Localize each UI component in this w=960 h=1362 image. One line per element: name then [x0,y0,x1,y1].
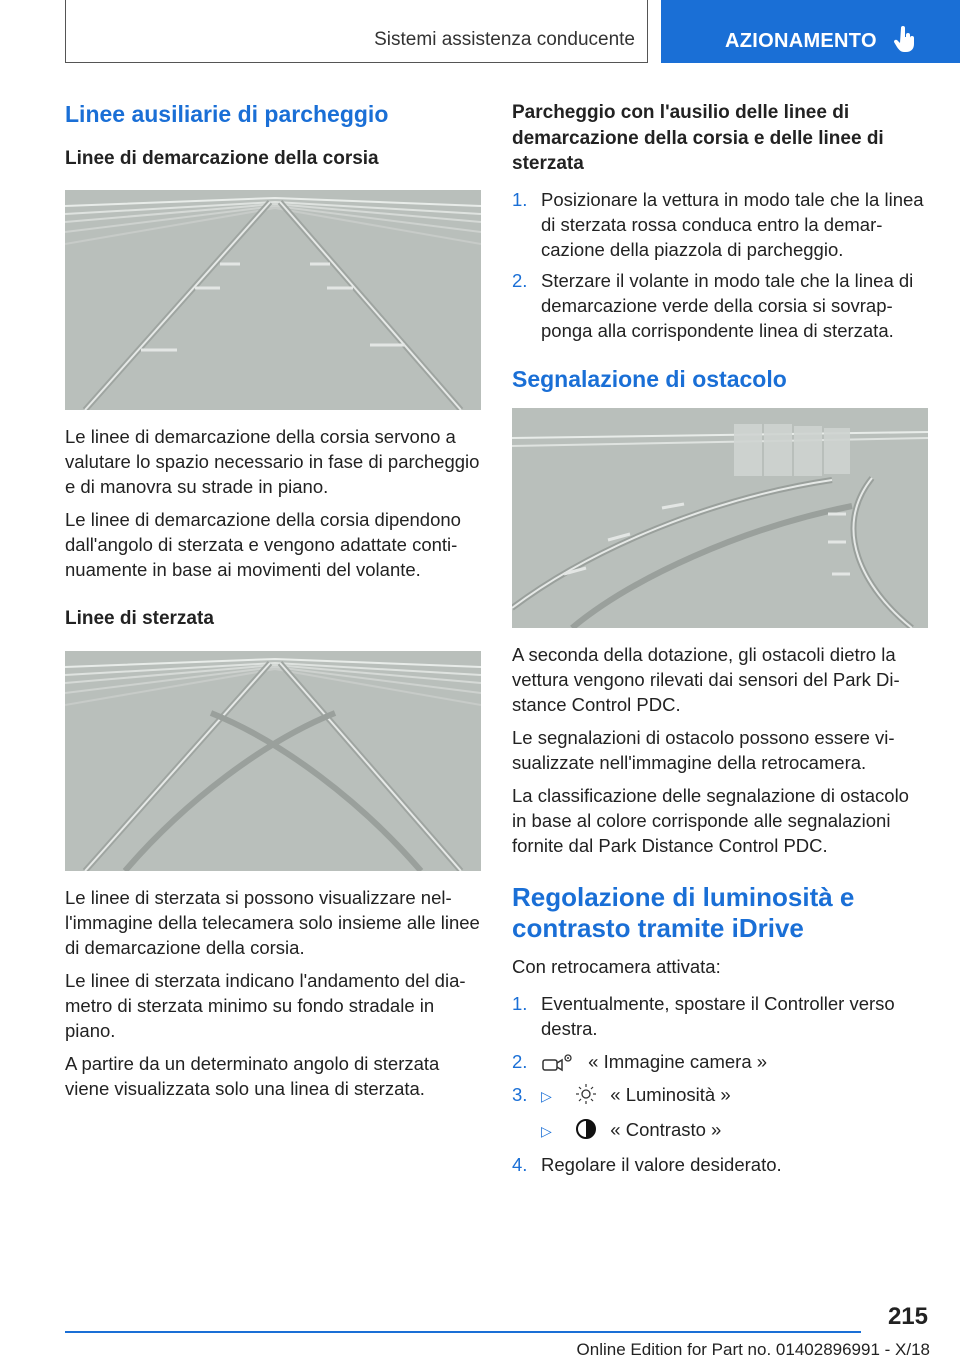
list-item [512,1117,928,1144]
steps-brightness [512,991,928,1177]
step-text: Eventualmente, spostare il Controller verso destra. [541,993,895,1040]
section-title-brightness-contrast: Regolazione di luminosità e contrasto tramite iDrive [512,881,855,943]
step-text: « Contrasto » [610,1119,722,1141]
step-number: 2. [512,1051,528,1073]
list-item [512,1152,928,1177]
bullet-arrow-icon: ▷ [541,1088,552,1105]
list-item [512,991,928,1041]
paragraph-camera-active: Con retrocamera attivata: [512,956,721,978]
figure-obstacle-markers [512,408,928,628]
list-item [512,1049,928,1074]
paragraph-obstacle-color: La classificazione delle segnalazione di ostacolo in base al colore corrisponde alle segnalazioni fornite dal Park Distance Control PDC. [512,784,909,856]
header-chapter-tab[interactable] [661,0,960,63]
step-text: Posizionare la vettura in modo tale che la linea di sterzata rossa conduca entro la demarcazione della piazzola di parcheggio. [541,188,924,260]
header-section-box [65,0,648,63]
right-column [512,100,928,1177]
subheading-steering-lines: Linee di sterzata [65,608,214,630]
paragraph-obstacle-display: Le segnalazioni di ostacolo possono essere visualizzate nell'immagine della retrocamera. [512,726,895,773]
footer-divider [65,1331,861,1333]
paragraph-lane-lines-steering: Le linee di demarcazione della corsia dipendono dall'angolo di sterzata e vengono adattate continuamente in base ai movimenti del volante. [65,509,461,581]
footer-edition: Online Edition for Part no. 01402896991 - X/18 [576,1340,930,1359]
step-number: 1. [512,188,528,210]
paragraph-steering-lines-display: Le linee di sterzata si possono visualizzare nell'immagine della telecamera solo insieme alle linee di demarcazione della corsia. [65,887,480,959]
paragraph-obstacle-sensors: A seconda della dotazione, gli ostacoli dietro la vettura vengono rilevati dai sensori del Park Distance Control PDC. [512,643,900,715]
list-item [512,268,928,343]
step-number: 3. [512,1084,528,1106]
step-number: 4. [512,1154,528,1176]
header-chapter-title: AZIONAMENTO [725,30,877,52]
step-text: Sterzare il volante in modo tale che la linea di demarcazione verde della corsia si sovrapponga alla corrispondente linea di sterzata. [541,269,914,341]
left-column [65,100,481,1101]
subheading-lane-lines: Linee di demarcazione della corsia [65,147,379,169]
figure-steering-lines [65,651,481,871]
contrast-icon [575,1118,597,1140]
list-item [512,1082,928,1109]
list-item [512,187,928,262]
brightness-icon [575,1083,597,1105]
step-number: 2. [512,269,528,291]
paragraph-steering-lines-angle: A partire da un determinato angolo di sterzata viene visualizzata solo una linea di sterzata. [65,1053,440,1100]
step-number: 1. [512,993,528,1015]
paragraph-lane-lines-purpose: Le linee di demarcazione della corsia servono a valutare lo spazio necessario in fase di parcheggio e di manovra su strade in piano. [65,426,480,498]
section-title-obstacle: Segnalazione di ostacolo [512,365,787,392]
page-number: 215 [887,1303,928,1330]
paragraph-steering-lines-diameter: Le linee di sterzata indicano l'andamento del diametro di sterzata minimo su fondo stradale in piano. [65,970,466,1042]
bullet-arrow-icon: ▷ [541,1123,552,1140]
subheading-parking-with-lines: Parcheggio con l'ausilio delle linee di demarcazione della corsia e delle linee di sterzata [512,102,884,175]
figure-lane-lines [65,190,481,410]
steps-parking [512,187,928,343]
section-title-parking-lines: Linee ausiliarie di parcheggio [65,101,389,127]
step-text: « Immagine camera » [588,1051,768,1073]
step-text: « Luminosità » [610,1084,731,1106]
camera-settings-icon [541,1052,575,1072]
header-section-title: Sistemi assistenza conducente [374,29,635,50]
step-text: Regolare il valore desiderato. [541,1154,782,1176]
hand-pointer-icon [893,26,917,54]
